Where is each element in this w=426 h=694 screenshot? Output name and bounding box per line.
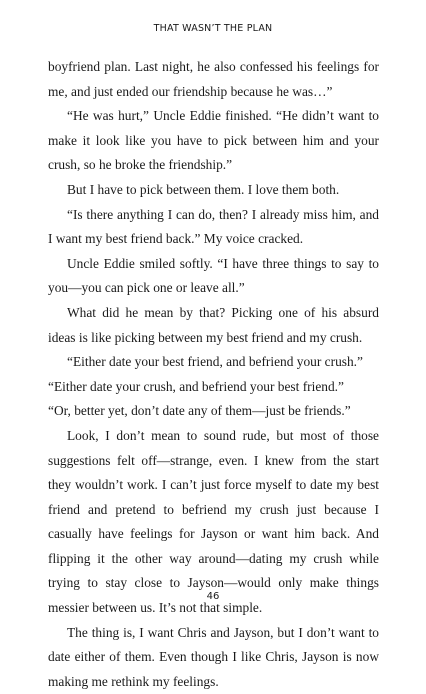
paragraph: The thing is, I want Chris and Jayson, but I don’t want to date either of them. Even though I like Chris, Jayson is now making me rethink my feelings. [48,624,379,689]
page-number: 46 [206,591,220,602]
paragraph: Look, I don’t mean to sound rude, but most of those suggestions felt off—strange, even. I knew from the start they wouldn’t work. I can’t just force myself to date my best friend and pretend to befriend my crush just because I casually have feelings for Jayson or want him back. And flipping it the other way around—dating my crush while trying to stay close to Jayson—would only make things messier between us. It’s not that simple. [48,427,379,616]
paragraph: “He was hurt,” Uncle Eddie finished. “He didn’t want to make it look like you have to pick between him and your crush, so he broke the friendship.” [48,108,379,173]
dialogue-line: “Either date your best friend, and befriend your crush.” [67,354,363,370]
running-header-title: THAT WASN’T THE PLAN [153,23,273,34]
dialogue-line: “Or, better yet, don’t date any of them—just be friends.” [48,403,351,419]
dialogue-line: “Either date your crush, and befriend your best friend.” [48,378,344,394]
paragraph-continuation: boyfriend plan. Last night, he also confessed his feelings for me, and just ended our friendship because he was…” [48,59,379,99]
paragraph: Uncle Eddie smiled softly. “I have three things to say to you—you can pick one or leave all.” [48,255,379,296]
paragraph: But I have to pick between them. I love them both. [67,181,340,197]
paragraph: “Is there anything I can do, then? I already miss him, and I want my best friend back.” My voice cracked. [48,206,379,247]
paragraph: What did he mean by that? Picking one of his absurd ideas is like picking between my best friend and my crush. [48,304,379,345]
